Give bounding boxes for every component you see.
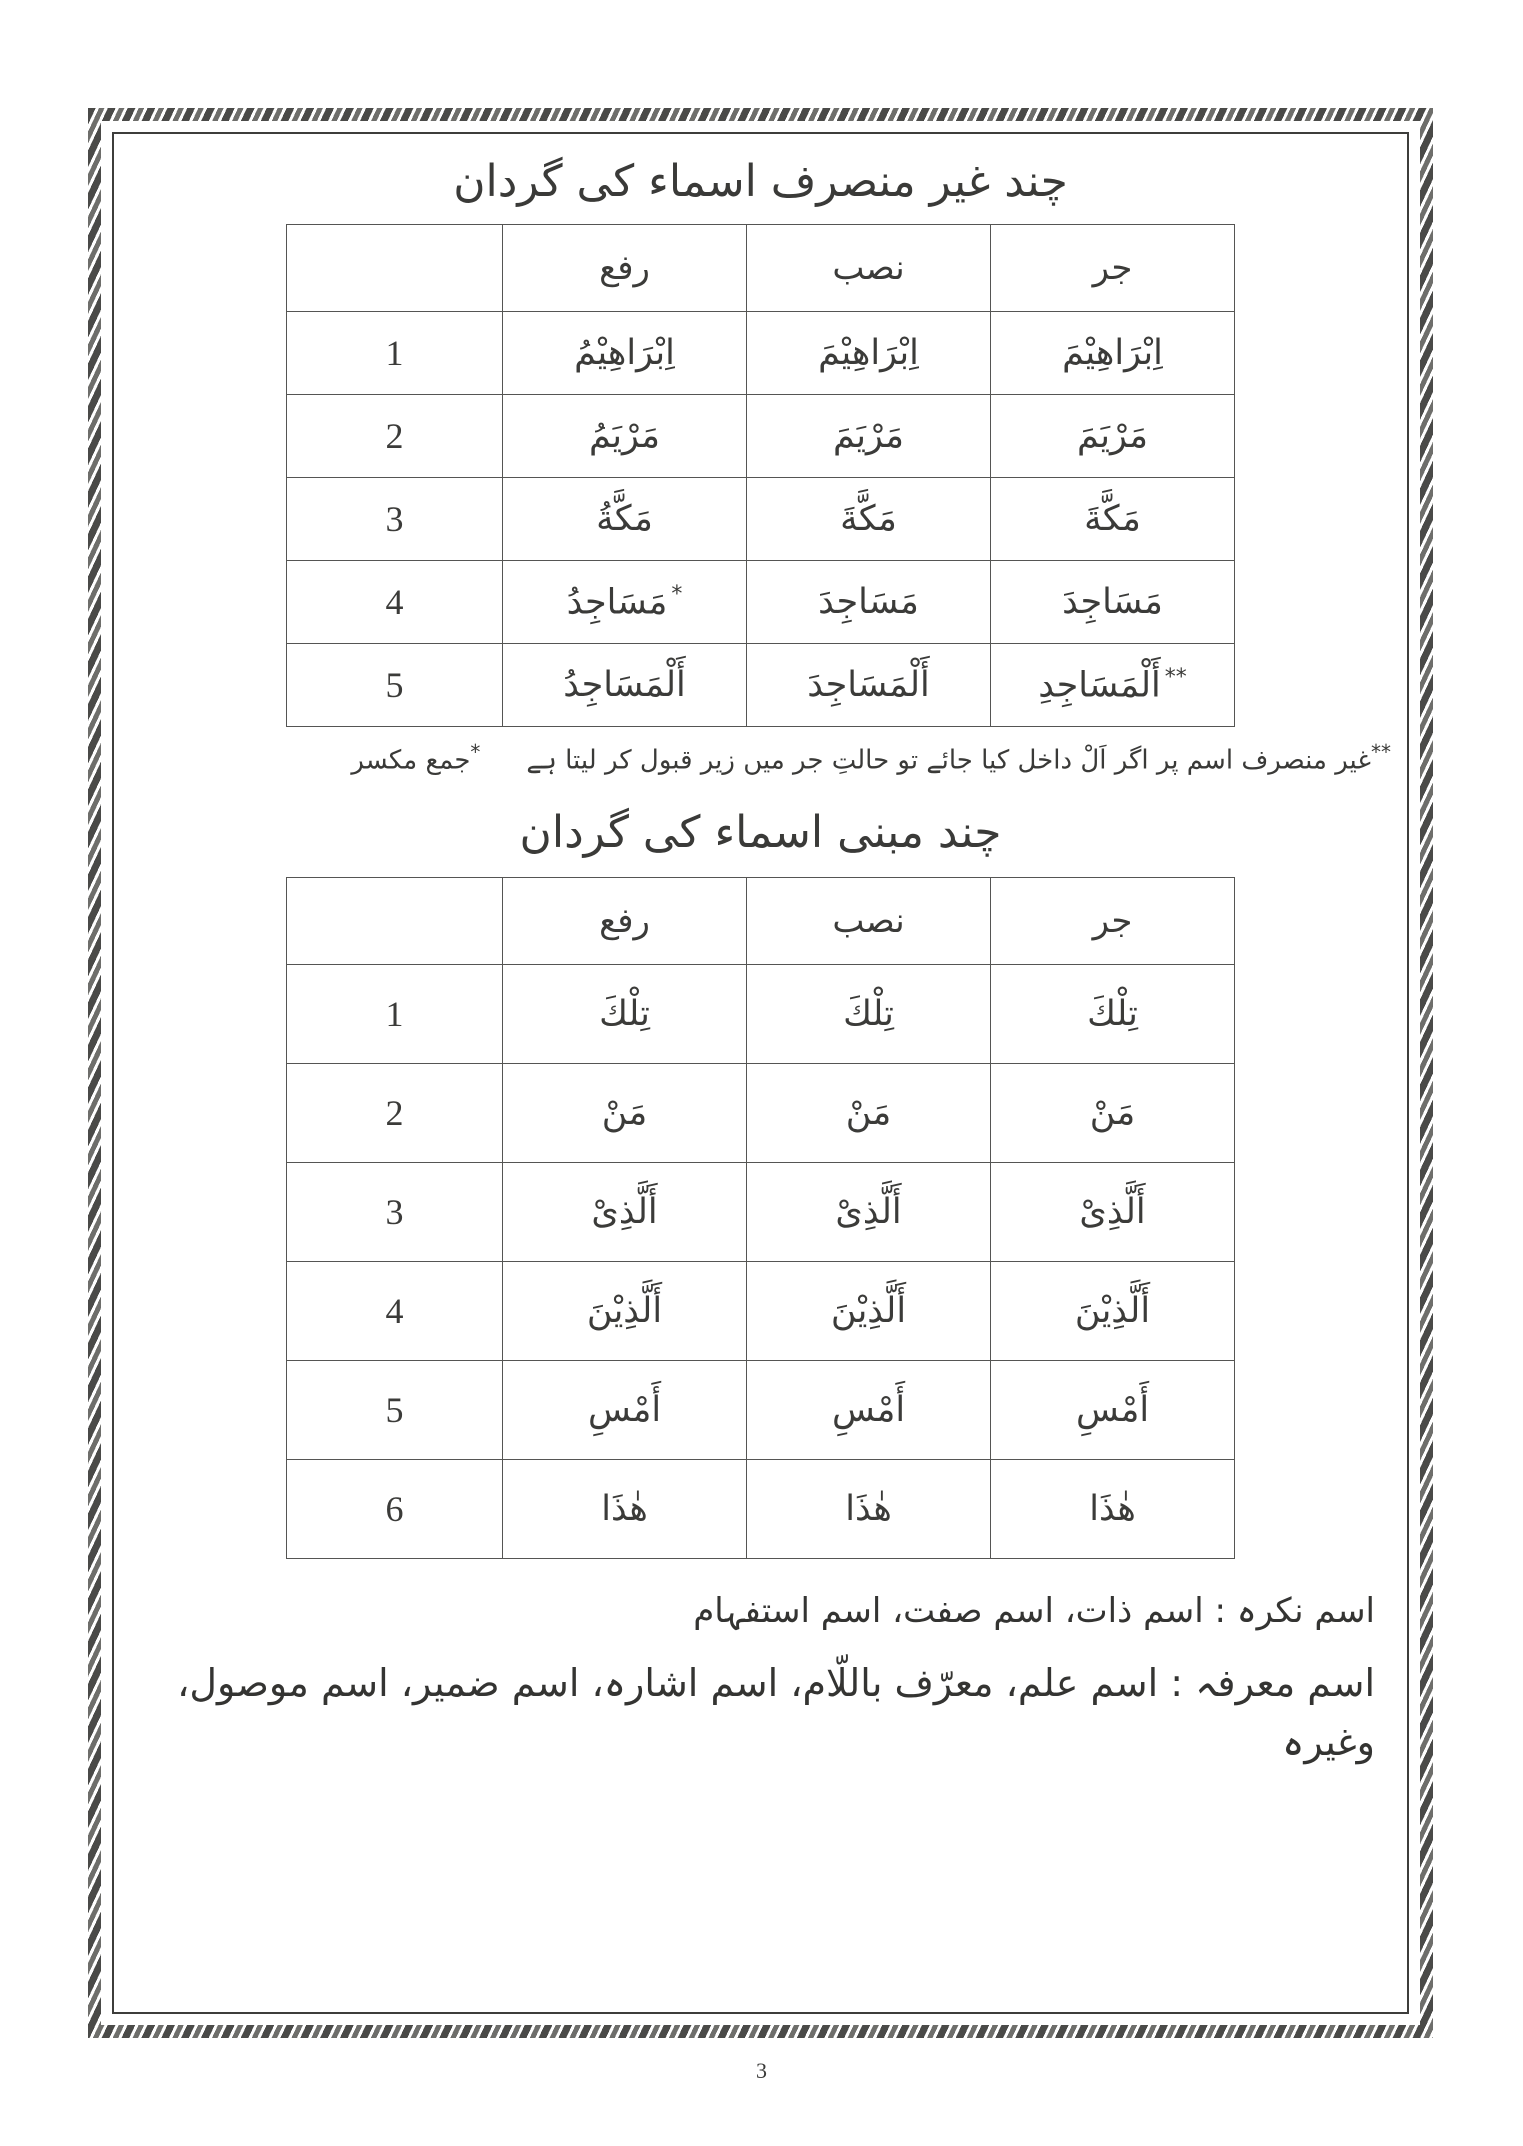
cell-nasb: هٰذَا	[747, 1460, 991, 1559]
note-ism-marifa: اسم معرفہ : اسم علم، معرّف باللّام، اسم اشارہ، اسم ضمیر، اسم موصول، وغیرہ	[177, 1660, 1375, 1764]
cell-raf: اِبْرَاهِيْمُ	[503, 312, 747, 395]
footnote-text: جمع مکسر	[351, 745, 471, 776]
cell-index: 1	[287, 312, 503, 395]
cell-index: 5	[287, 644, 503, 727]
cell-jar: مَنْ	[991, 1064, 1235, 1163]
section-1-footnotes	[112, 727, 1409, 781]
ghair-munsarif-declension-table	[286, 224, 1235, 727]
cell-index: 1	[287, 965, 503, 1064]
cell-nasb: اِبْرَاهِيْمَ	[747, 312, 991, 395]
column-header-jar: جر	[991, 878, 1235, 965]
cell-raf: مَرْيَمُ	[503, 395, 747, 478]
table-header-row	[287, 225, 1235, 312]
cell-jar: مَسَاجِدَ	[991, 561, 1235, 644]
footnote-marker-double-asterisk: **	[1164, 664, 1187, 690]
cell-index: 6	[287, 1460, 503, 1559]
cell-nasb: مَسَاجِدَ	[747, 561, 991, 644]
footnote-double-asterisk	[526, 737, 1391, 781]
table-header-row	[287, 878, 1235, 965]
column-header-nasb: نصب	[747, 878, 991, 965]
cell-jar: أَمْسِ	[991, 1361, 1235, 1460]
cell-index: 2	[287, 395, 503, 478]
section-1-title: چند غیر منصرف اسماء کی گردان	[453, 156, 1068, 207]
bottom-notes	[112, 1559, 1409, 1771]
cell-nasb: أَلْمَسَاجِدَ	[747, 644, 991, 727]
cell-jar-text: أَلْمَسَاجِدِ	[1038, 665, 1161, 706]
page-content	[112, 132, 1409, 2014]
section-1-table-wrapper	[112, 224, 1409, 727]
section-2-table-wrapper	[112, 877, 1409, 1559]
cell-jar: مَرْيَمَ	[991, 395, 1235, 478]
footnote-marker: **	[1371, 740, 1391, 765]
column-header-jar: جر	[991, 225, 1235, 312]
section-2-title: چند مبنی اسماء کی گردان	[519, 806, 1002, 858]
cell-raf: أَلَّذِيْنَ	[503, 1262, 747, 1361]
column-header-raf: رفع	[503, 225, 747, 312]
column-header-raf: رفع	[503, 878, 747, 965]
cell-raf: هٰذَا	[503, 1460, 747, 1559]
cell-raf: أَمْسِ	[503, 1361, 747, 1460]
cell-nasb: أَمْسِ	[747, 1361, 991, 1460]
table-row	[287, 1361, 1235, 1460]
cell-nasb: مَنْ	[747, 1064, 991, 1163]
cell-jar: هٰذَا	[991, 1460, 1235, 1559]
cell-raf: مَكَّةُ	[503, 478, 747, 561]
cell-index: 5	[287, 1361, 503, 1460]
table-row	[287, 395, 1235, 478]
table-row	[287, 561, 1235, 644]
cell-nasb: مَرْيَمَ	[747, 395, 991, 478]
column-header-index	[287, 225, 503, 312]
table-row	[287, 644, 1235, 727]
cell-index: 4	[287, 561, 503, 644]
cell-raf: أَلَّذِىْ	[503, 1163, 747, 1262]
column-header-index	[287, 878, 503, 965]
cell-index: 4	[287, 1262, 503, 1361]
table-row	[287, 1262, 1235, 1361]
cell-nasb: أَلَّذِىْ	[747, 1163, 991, 1262]
cell-jar: أَلَّذِىْ	[991, 1163, 1235, 1262]
table-row	[287, 1460, 1235, 1559]
cell-raf: أَلْمَسَاجِدُ	[503, 644, 747, 727]
note-ism-nakira: اسم نکرہ : اسم ذات، اسم صفت، اسم استفہام	[693, 1591, 1375, 1632]
cell-index: 3	[287, 478, 503, 561]
footnote-single-asterisk	[351, 737, 480, 781]
footnote-marker: *	[470, 740, 481, 765]
cell-index: 2	[287, 1064, 503, 1163]
cell-raf: مَنْ	[503, 1064, 747, 1163]
column-header-nasb: نصب	[747, 225, 991, 312]
table-row	[287, 478, 1235, 561]
footnote-marker-asterisk: *	[671, 581, 683, 607]
cell-jar: اِبْرَاهِيْمَ	[991, 312, 1235, 395]
footnote-text: غیر منصرف اسم پر اگر اَلْ داخل کیا جائے تو حالتِ جر میں زیر قبول کر لیتا ہے	[526, 745, 1371, 776]
cell-jar: أَلَّذِيْنَ	[991, 1262, 1235, 1361]
cell-nasb: مَكَّةَ	[747, 478, 991, 561]
cell-index: 3	[287, 1163, 503, 1262]
cell-jar	[991, 644, 1235, 727]
table-row	[287, 312, 1235, 395]
cell-nasb: تِلْكَ	[747, 965, 991, 1064]
cell-raf	[503, 561, 747, 644]
table-row	[287, 1163, 1235, 1262]
cell-jar: تِلْكَ	[991, 965, 1235, 1064]
cell-jar: مَكَّةَ	[991, 478, 1235, 561]
cell-raf-text: مَسَاجِدُ	[566, 582, 668, 623]
table-row	[287, 965, 1235, 1064]
mabni-declension-table	[286, 877, 1235, 1559]
table-row	[287, 1064, 1235, 1163]
cell-raf: تِلْكَ	[503, 965, 747, 1064]
page-number: 3	[756, 2058, 767, 2083]
cell-nasb: أَلَّذِيْنَ	[747, 1262, 991, 1361]
